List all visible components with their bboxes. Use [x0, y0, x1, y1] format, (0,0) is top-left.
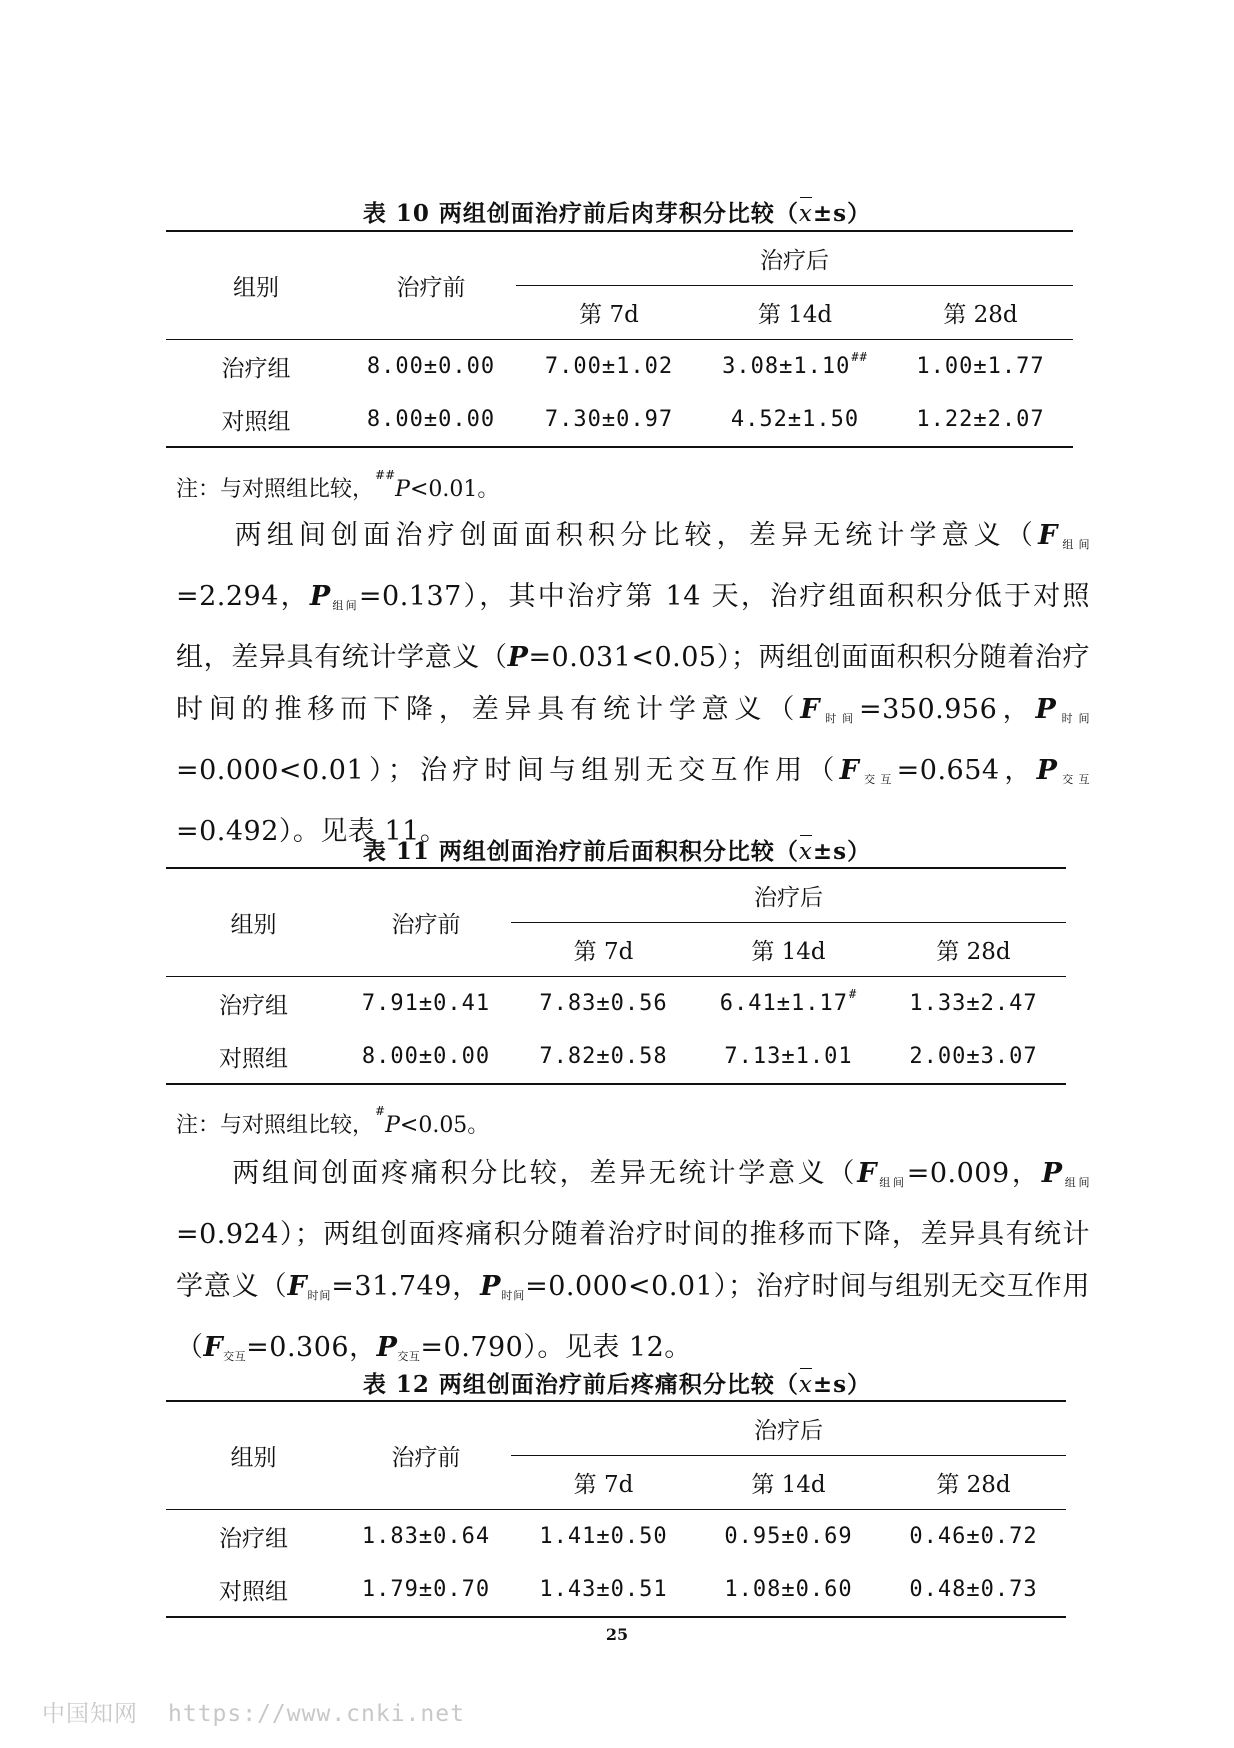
header-after: 治疗后: [511, 868, 1066, 923]
header-d7: 第 7d: [511, 1456, 696, 1510]
cell-before: 8.00±0.00: [366, 354, 496, 379]
page-number: 25: [605, 1625, 629, 1644]
significance-mark: ##: [851, 350, 868, 364]
table-12-caption: [0, 1366, 1234, 1399]
watermark-url: https://www.cnki.net: [168, 1701, 465, 1727]
note-p: P: [385, 1113, 400, 1138]
table-row: [166, 977, 1066, 1031]
cell-group: 对照组: [166, 1563, 341, 1617]
cnki-watermark: [42, 1695, 465, 1728]
header-d28: 第 28d: [881, 923, 1066, 977]
cell-d28: 1.33±2.47: [909, 991, 1038, 1016]
cell-d7: 7.83±0.56: [539, 991, 668, 1016]
table-10-note: [176, 468, 500, 503]
cell-d7: 1.41±0.50: [539, 1524, 668, 1549]
header-before: 治疗前: [346, 231, 516, 340]
mean-symbol: x: [798, 1372, 813, 1398]
caption-text: 表 11 两组创面治疗前后面积积分比较（: [362, 838, 799, 865]
table-12: [166, 1400, 1066, 1618]
cell-before: 1.79±0.70: [341, 1563, 511, 1617]
note-tail: <0.01。: [409, 477, 500, 502]
header-d14: 第 14d: [702, 286, 888, 340]
table-11-caption: [0, 833, 1234, 866]
mean-symbol: x: [798, 839, 813, 865]
header-before: 治疗前: [341, 868, 511, 977]
significance-mark: #: [848, 987, 858, 1001]
cell-before: 1.83±0.64: [361, 1524, 491, 1549]
header-d14: 第 14d: [696, 923, 881, 977]
cell-before: 8.00±0.00: [341, 1030, 511, 1084]
cell-group: 对照组: [166, 1030, 341, 1084]
cell-d7: 7.30±0.97: [516, 393, 702, 447]
table-row: [166, 340, 1073, 394]
note-prefix: 注：与对照组比较，: [176, 1113, 375, 1138]
header-d28: 第 28d: [881, 1456, 1066, 1510]
note-p: P: [395, 477, 410, 502]
header-d14: 第 14d: [696, 1456, 881, 1510]
header-d28: 第 28d: [888, 286, 1073, 340]
caption-tail: ±s）: [812, 200, 872, 227]
cell-d7: 7.00±1.02: [544, 354, 674, 379]
caption-text: 表 10 两组创面治疗前后肉芽积分比较（: [362, 200, 799, 227]
cell-d14: 4.52±1.50: [702, 393, 888, 447]
cell-group: 对照组: [166, 393, 346, 447]
header-before: 治疗前: [341, 1401, 511, 1510]
header-d7: 第 7d: [511, 923, 696, 977]
paragraph-pain-score: 两组间创面疼痛积分比较，差异无统计学意义（$F_{组间}=0.009$，$P_{组间}=0.924$）；两组创面疼痛积分随着治疗时间的推移而下降，差异具有统计学意义（$F_{时间}=31.749$，$P_{时间}=0.000<0.01$）；治疗时间与组别无交互作用（$F_{交互}=0.306$，$P_{交互}=0.790$）。见表 12。: [176, 1158, 1091, 1363]
caption-tail: ±s）: [812, 1371, 872, 1398]
header-group: 组别: [166, 868, 341, 977]
cell-d7: 7.82±0.58: [511, 1030, 696, 1084]
paragraph-area-score: 两组间创面治疗创面面积积分比较，差异无统计学意义（$F_{组间}=2.294$，$P_{组间}=0.137$），其中治疗第 14 天，治疗组面积积分低于对照组，差异具有统计学意义（P=0.031<0.05）；两组创面面积积分随着治疗时间的推移而下降，差异具有统计学意义（$F_{时间}=350.956$，$P_{时间}=0.000<0.01$）；治疗时间与组别无交互作用（$F_{交互}=0.654$，$P_{交互}=0.492$）。见表 11。: [176, 520, 1091, 847]
caption-text: 表 12 两组创面治疗前后疼痛积分比较（: [362, 1371, 799, 1398]
cell-value: 3.08±1.10: [722, 354, 851, 379]
table-11: [166, 867, 1066, 1085]
cell-d14: [702, 340, 888, 394]
note-mark: ##: [375, 468, 396, 482]
caption-tail: ±s）: [812, 838, 872, 865]
table-11-note: [176, 1104, 490, 1139]
header-group: 组别: [166, 231, 346, 340]
cell-group: 治疗组: [219, 1526, 288, 1552]
cell-d28: 0.46±0.72: [909, 1524, 1038, 1549]
table-row: [166, 1563, 1066, 1617]
cell-d28: 1.00±1.77: [916, 354, 1045, 379]
note-tail: <0.05。: [399, 1113, 490, 1138]
cell-before: 7.91±0.41: [361, 991, 491, 1016]
header-group: 组别: [166, 1401, 341, 1510]
cell-d28: 2.00±3.07: [881, 1030, 1066, 1084]
header-d7: 第 7d: [516, 286, 702, 340]
cell-d28: 1.22±2.07: [888, 393, 1073, 447]
table-10: [166, 230, 1073, 448]
watermark-site: 中国知网: [42, 1701, 138, 1727]
cell-d14: 7.13±1.01: [696, 1030, 881, 1084]
header-after: 治疗后: [516, 231, 1073, 286]
cell-d28: 0.48±0.73: [881, 1563, 1066, 1617]
mean-symbol: x: [798, 201, 813, 227]
table-10-caption: [0, 195, 1234, 228]
cell-value: 6.41±1.17: [719, 991, 848, 1016]
cell-group: 治疗组: [219, 993, 288, 1019]
cell-d14: [696, 977, 881, 1031]
note-prefix: 注：与对照组比较，: [176, 477, 375, 502]
table-row: [166, 393, 1073, 447]
cell-group: 治疗组: [221, 356, 291, 382]
cell-d7: 1.43±0.51: [511, 1563, 696, 1617]
header-after: 治疗后: [511, 1401, 1066, 1456]
table-row: [166, 1510, 1066, 1564]
note-mark: #: [375, 1104, 386, 1118]
table-row: [166, 1030, 1066, 1084]
cell-d14: 1.08±0.60: [696, 1563, 881, 1617]
cell-d14: 0.95±0.69: [724, 1524, 853, 1549]
cell-before: 8.00±0.00: [346, 393, 516, 447]
